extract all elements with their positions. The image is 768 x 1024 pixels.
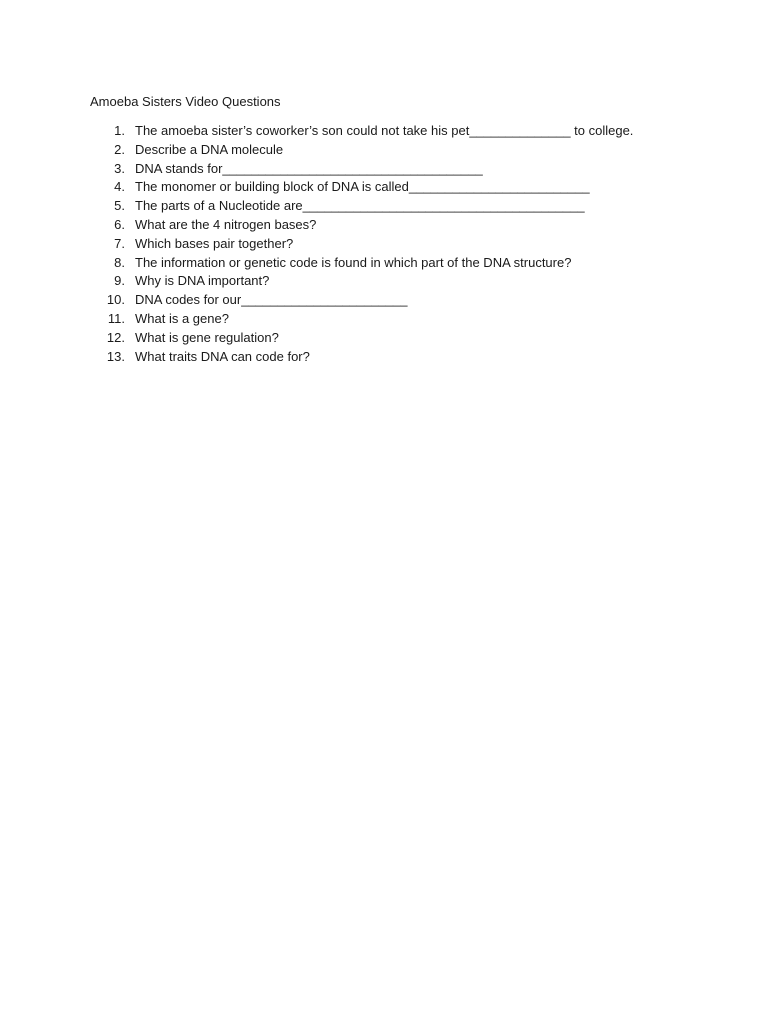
question-item: [90, 160, 690, 179]
question-number: 10.: [106, 292, 125, 308]
question-list: [90, 122, 690, 366]
question-text: Which bases pair together?: [135, 235, 294, 251]
question-text: Why is DNA important?: [135, 273, 270, 289]
question-item: [90, 254, 690, 273]
question-item: [90, 235, 690, 254]
question-number: 3.: [114, 160, 125, 176]
question-text: What traits DNA can code for?: [135, 348, 310, 364]
question-item: [90, 310, 690, 329]
question-text: DNA stands for____________________________________: [135, 160, 483, 176]
question-text: The monomer or building block of DNA is called_________________________: [135, 179, 590, 195]
question-item: [90, 197, 690, 216]
question-item: [90, 329, 690, 348]
question-number: 6.: [114, 216, 125, 232]
question-number: 2.: [114, 141, 125, 157]
question-item: [90, 216, 690, 235]
question-number: 8.: [114, 254, 125, 270]
document-title: Amoeba Sisters Video Questions: [90, 94, 281, 109]
question-number: 12.: [106, 329, 125, 345]
question-item: [90, 178, 690, 197]
question-text: Describe a DNA molecule: [135, 141, 284, 157]
question-number: 5.: [114, 198, 125, 214]
question-text: What are the 4 nitrogen bases?: [135, 216, 317, 232]
question-text: What is gene regulation?: [135, 329, 279, 345]
question-item: [90, 122, 690, 141]
question-number: 9.: [114, 273, 125, 289]
question-item: [90, 291, 690, 310]
question-text: The amoeba sister’s coworker’s son could not take his pet______________ to college.: [135, 123, 634, 138]
question-text: The parts of a Nucleotide are_______________________________________: [135, 198, 585, 214]
question-number: 11.: [107, 310, 125, 326]
question-item: [90, 272, 690, 291]
question-number: 7.: [114, 235, 125, 251]
question-item: [90, 348, 690, 367]
question-number: 13.: [106, 348, 125, 364]
question-number: 1.: [114, 123, 125, 138]
question-item: [90, 141, 690, 160]
question-number: 4.: [114, 179, 125, 195]
question-text: DNA codes for our_______________________: [135, 292, 408, 308]
question-text: The information or genetic code is found in which part of the DNA structure?: [135, 254, 572, 270]
question-text: What is a gene?: [135, 310, 229, 326]
